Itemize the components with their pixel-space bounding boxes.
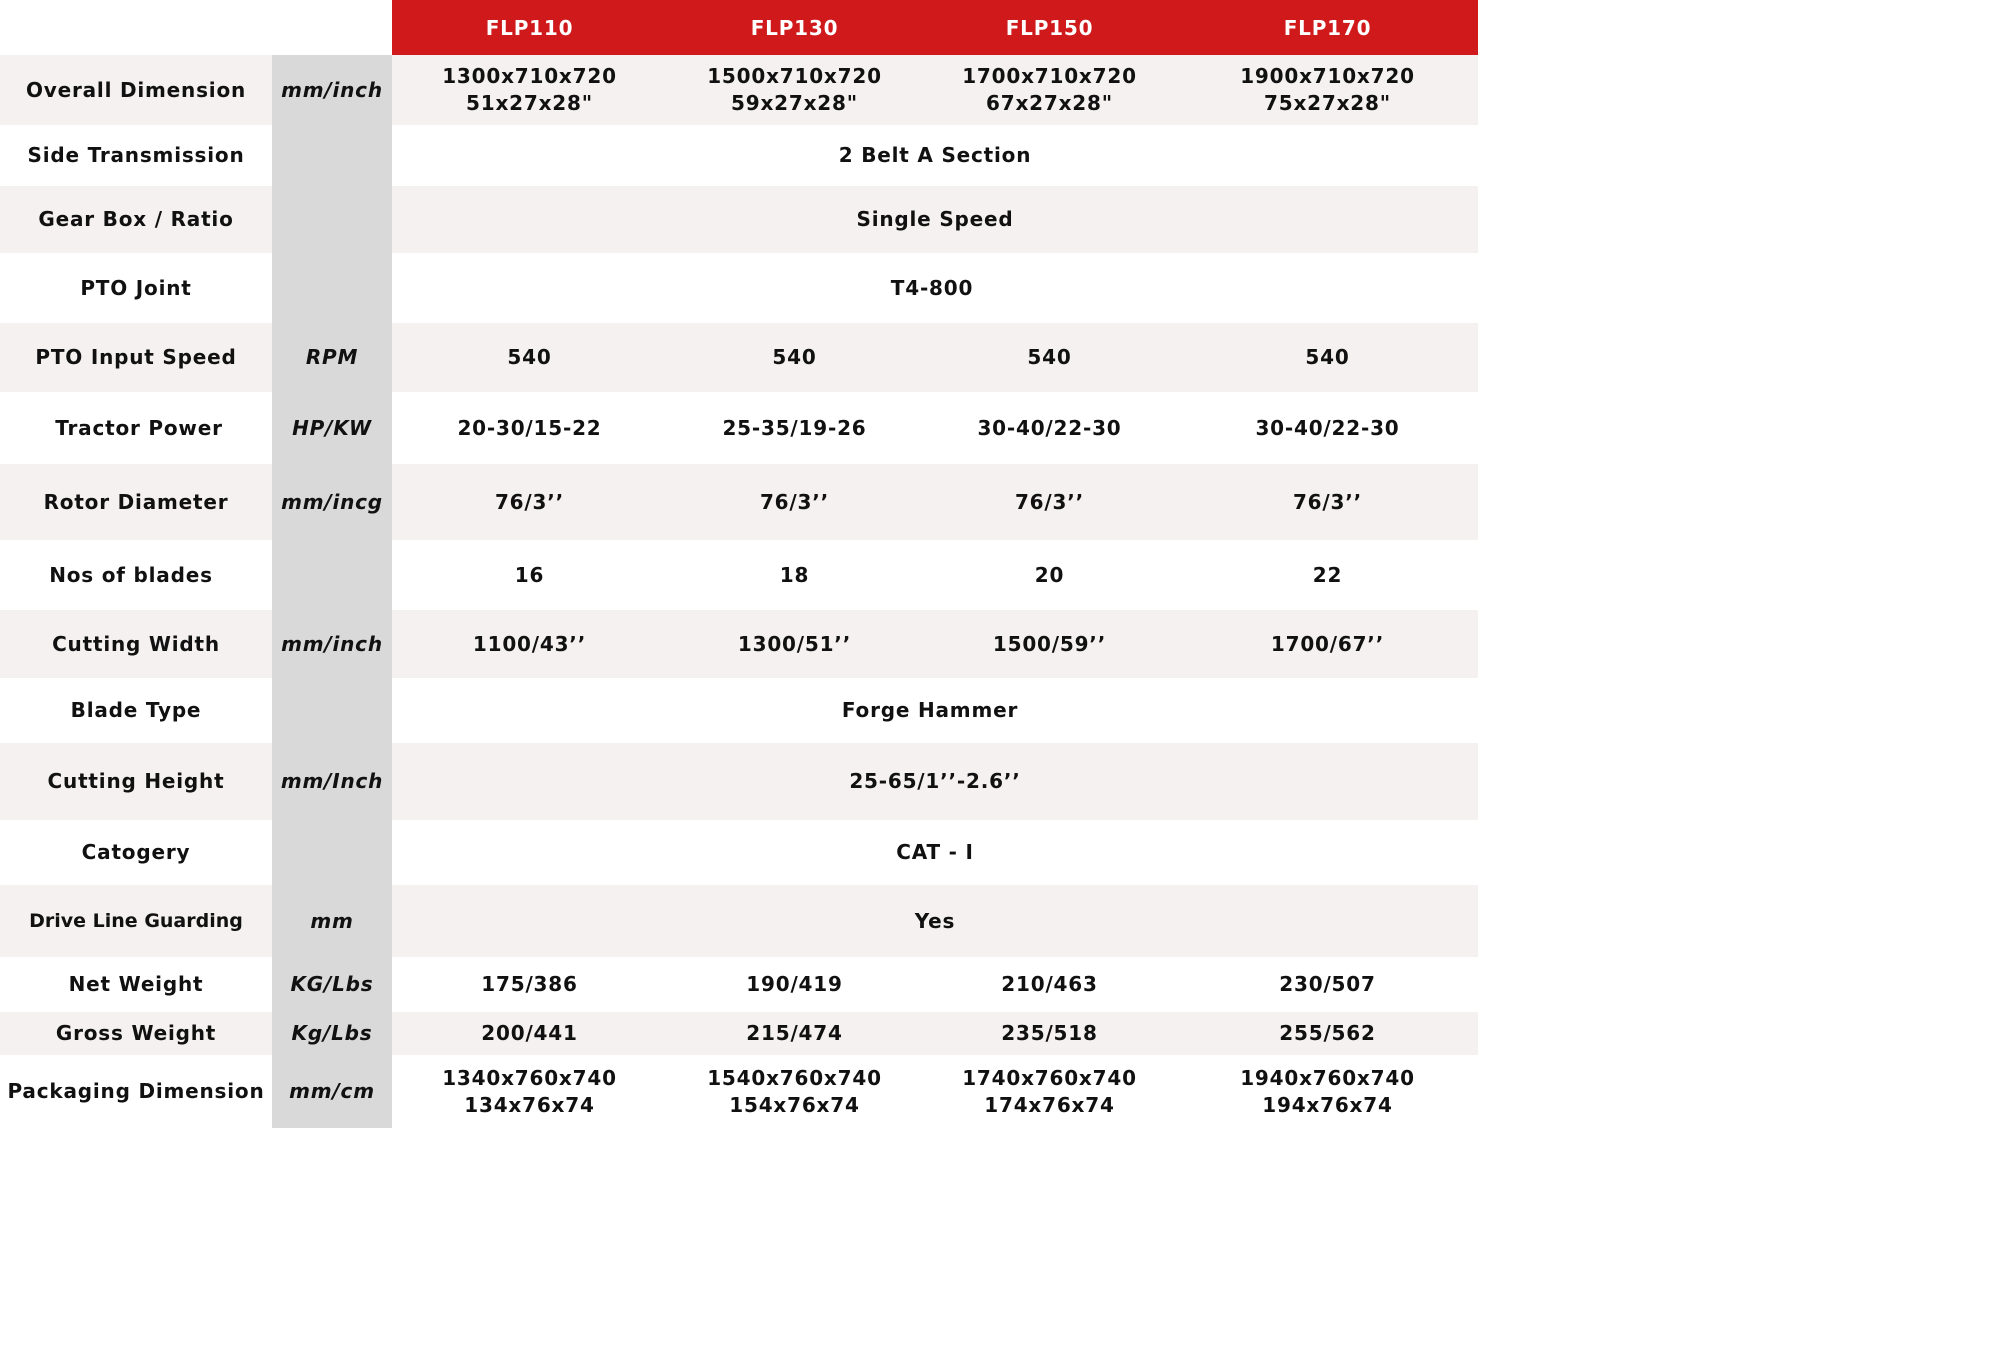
spec-value: 1300/51’’	[737, 631, 852, 656]
row-label: Tractor Power	[55, 415, 223, 440]
spec-value: 190/419	[746, 972, 843, 996]
spec-span-value: 2 Belt A Section	[838, 143, 1032, 167]
row-label: PTO Joint	[80, 275, 192, 300]
spec-value: 22	[1312, 562, 1343, 587]
model-header: FLP130	[750, 15, 839, 40]
row-label: Cutting Width	[52, 631, 220, 656]
row-unit	[272, 186, 392, 253]
spec-value: 540	[1027, 345, 1072, 369]
spec-value: 1700/67’’	[1270, 631, 1385, 656]
spec-value: 215/474	[746, 1021, 843, 1045]
spec-span-value: T4-800	[890, 275, 974, 300]
row-label: Drive Line Guarding	[29, 909, 243, 932]
spec-value: 235/518	[1001, 1021, 1098, 1045]
header-row	[0, 0, 1478, 55]
model-header: FLP170	[1283, 15, 1372, 40]
row-label: Blade Type	[70, 698, 202, 722]
spec-row-pto-joint	[0, 253, 1478, 323]
spec-row-pto-input-speed	[0, 323, 1478, 392]
spec-row-nos-of-blades	[0, 540, 1478, 610]
spec-row-net-weight	[0, 957, 1478, 1012]
model-header: FLP110	[485, 15, 574, 40]
spec-row-blade-type	[0, 678, 1478, 743]
model-header: FLP150	[1005, 15, 1094, 40]
row-unit: KG/Lbs	[272, 957, 392, 1012]
spec-value: 18	[779, 562, 810, 587]
row-unit: RPM	[272, 323, 392, 392]
spec-row-overall-dimension	[0, 55, 1478, 125]
row-label: Catogery	[81, 840, 191, 864]
spec-value: 1500x710x720 59x27x28"	[707, 64, 882, 115]
row-label: Gear Box / Ratio	[38, 207, 234, 231]
spec-row-cutting-height	[0, 743, 1478, 820]
row-unit: mm/cm	[272, 1055, 392, 1128]
row-unit	[272, 125, 392, 186]
row-label: Packaging Dimension	[7, 1079, 265, 1103]
spec-span-value: Forge Hammer	[841, 698, 1019, 722]
spec-row-side-transmission	[0, 125, 1478, 186]
spec-row-packaging-dimension	[0, 1055, 1478, 1128]
spec-value: 20-30/15-22	[457, 415, 602, 440]
spec-row-category	[0, 820, 1478, 885]
spec-span-value: Yes	[914, 908, 956, 933]
row-unit: Kg/Lbs	[272, 1012, 392, 1055]
row-label: Rotor Diameter	[43, 489, 229, 514]
spec-row-gross-weight	[0, 1012, 1478, 1055]
spec-value: 255/562	[1279, 1021, 1376, 1045]
row-unit: mm/inch	[272, 55, 392, 125]
row-unit: HP/KW	[272, 392, 392, 464]
row-unit	[272, 253, 392, 323]
spec-value: 76/3’’	[1014, 489, 1085, 514]
row-label: Gross Weight	[55, 1021, 217, 1045]
row-label: Net Weight	[68, 972, 204, 996]
spec-value: 540	[1305, 345, 1350, 369]
spec-value: 1100/43’’	[472, 631, 587, 656]
spec-value: 200/441	[481, 1021, 578, 1045]
spec-value: 540	[507, 345, 552, 369]
spec-value: 25-35/19-26	[722, 415, 867, 440]
row-unit	[272, 820, 392, 885]
spec-value: 76/3’’	[494, 489, 565, 514]
row-unit: mm/incg	[272, 464, 392, 540]
row-label: Overall Dimension	[25, 77, 247, 102]
spec-row-gear-box	[0, 186, 1478, 253]
spec-value: 30-40/22-30	[977, 415, 1122, 440]
row-label: Cutting Height	[47, 769, 225, 793]
spec-value: 16	[514, 562, 545, 587]
spec-value: 1900x710x720 75x27x28"	[1240, 64, 1415, 115]
row-label: Nos of blades	[49, 562, 213, 587]
spec-value: 540	[772, 345, 817, 369]
row-unit	[272, 678, 392, 743]
spec-row-tractor-power	[0, 392, 1478, 464]
spec-value: 1700x710x720 67x27x28"	[962, 64, 1137, 115]
spec-value: 76/3’’	[759, 489, 830, 514]
spec-value: 230/507	[1279, 972, 1376, 996]
spec-value: 1740x760x740 174x76x74	[962, 1065, 1137, 1117]
spec-value: 30-40/22-30	[1255, 415, 1400, 440]
spec-row-rotor-diameter	[0, 464, 1478, 540]
row-unit: mm/inch	[272, 610, 392, 678]
row-unit	[272, 540, 392, 610]
spec-row-drive-line-guarding	[0, 885, 1478, 957]
spec-value: 1340x760x740 134x76x74	[442, 1065, 617, 1117]
spec-span-value: 25-65/1’’-2.6’’	[849, 769, 1021, 793]
spec-value: 1540x760x740 154x76x74	[707, 1065, 882, 1117]
spec-value: 210/463	[1001, 972, 1098, 996]
row-unit: mm	[272, 885, 392, 957]
row-unit: mm/Inch	[272, 743, 392, 820]
spec-span-value: CAT - I	[896, 840, 974, 864]
spec-value: 76/3’’	[1292, 489, 1363, 514]
spec-row-cutting-width	[0, 610, 1478, 678]
spec-span-value: Single Speed	[856, 207, 1014, 231]
spec-value: 1500/59’’	[992, 631, 1107, 656]
row-label: PTO Input Speed	[35, 345, 237, 369]
spec-value: 175/386	[481, 972, 578, 996]
spec-value: 1940x760x740 194x76x74	[1240, 1065, 1415, 1117]
spec-value: 20	[1034, 562, 1065, 587]
row-label: Side Transmission	[27, 143, 245, 167]
spec-value: 1300x710x720 51x27x28"	[442, 64, 617, 115]
